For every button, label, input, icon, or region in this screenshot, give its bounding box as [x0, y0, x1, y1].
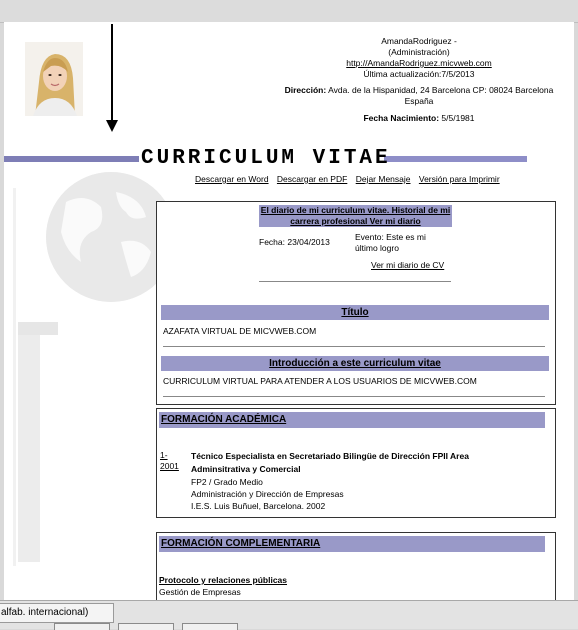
education-school: I.E.S. Luis Buñuel, Barcelona. 2002 — [191, 501, 326, 511]
title-bar-right — [384, 156, 527, 162]
complementary-education-box — [156, 532, 556, 600]
address-value: Avda. de la Hispanidad, 24 Barcelona CP: 08024 Barcelona — [328, 85, 554, 95]
decorative-bar — [13, 188, 16, 566]
taskbar-button[interactable] — [118, 623, 174, 630]
view-diary-link[interactable]: Ver mi diario de CV — [371, 260, 445, 270]
birth-date — [264, 113, 574, 124]
titulo-heading: Título — [161, 305, 549, 320]
divider — [163, 346, 545, 347]
decorative-arrow — [111, 24, 113, 124]
birth-value: 5/5/1981 — [441, 113, 475, 123]
cv-title: CURRICULUM VITAE — [141, 147, 391, 170]
education-field: Administración y Dirección de Empresas — [191, 489, 344, 499]
decorative-bar — [18, 322, 58, 335]
status-bar — [0, 600, 578, 629]
birth-label: Fecha Nacimiento: — [363, 113, 440, 123]
diario-event: Evento: Este es mi último logro — [355, 232, 426, 253]
decorative-bar — [18, 322, 40, 562]
cv-page — [4, 22, 574, 600]
education-title: Técnico Especialista en Secretariado Bilingüe de Dirección FPII Area Adminsitrativa y Comercial — [191, 451, 469, 474]
profile-photo — [25, 42, 83, 116]
intro-heading: Introducción a este curriculum vitae — [161, 356, 549, 371]
complementary-heading: FORMACIÓN COMPLEMENTARIA — [159, 536, 545, 552]
print-version-link[interactable]: Versión para Imprimir — [418, 174, 500, 184]
download-word-link[interactable]: Descargar en Word — [195, 174, 269, 184]
diario-date: Fecha: 23/04/2013 — [259, 237, 330, 247]
title-bar-left — [4, 156, 139, 162]
education-year: 1-2001 — [160, 450, 179, 471]
last-updated: Última actualización:7/5/2013 — [363, 69, 475, 79]
status-tab[interactable]: alfab. internacional) — [0, 603, 114, 623]
address-label: Dirección: — [284, 85, 327, 95]
arrow-down-icon — [106, 120, 118, 132]
intro-text: CURRICULUM VIRTUAL PARA ATENDER A LOS USUARIOS DE MICVWEB.COM — [163, 376, 477, 386]
download-pdf-link[interactable]: Descargar en PDF — [276, 174, 348, 184]
education-box — [156, 408, 556, 518]
education-level: FP2 / Grado Medio — [191, 477, 263, 487]
download-links — [195, 174, 506, 184]
titulo-text: AZAFATA VIRTUAL DE MICVWEB.COM — [163, 326, 317, 336]
profile-url-link[interactable]: http://AmandaRodriguez.micvweb.com — [346, 58, 492, 68]
header-name: AmandaRodriguez - — [381, 36, 457, 46]
complementary-detail: Gestión de Empresas — [159, 587, 241, 597]
address — [264, 85, 574, 96]
education-heading: FORMACIÓN ACADÉMICA — [159, 412, 545, 428]
browser-frame-top — [0, 0, 578, 23]
leave-message-link[interactable]: Dejar Mensaje — [355, 174, 411, 184]
divider — [163, 396, 545, 397]
taskbar-button[interactable] — [182, 623, 238, 630]
header-role: (Administración) — [388, 47, 450, 57]
complementary-course: Protocolo y relaciones públicas — [159, 575, 288, 585]
taskbar-button[interactable] — [54, 623, 110, 630]
divider — [259, 281, 451, 282]
diario-link[interactable]: El diario de mi curriculum vitae. Historial de mi carrera profesional Ver mi diario — [260, 205, 451, 226]
cv-summary-box — [156, 201, 556, 405]
address-country: España — [404, 96, 434, 106]
